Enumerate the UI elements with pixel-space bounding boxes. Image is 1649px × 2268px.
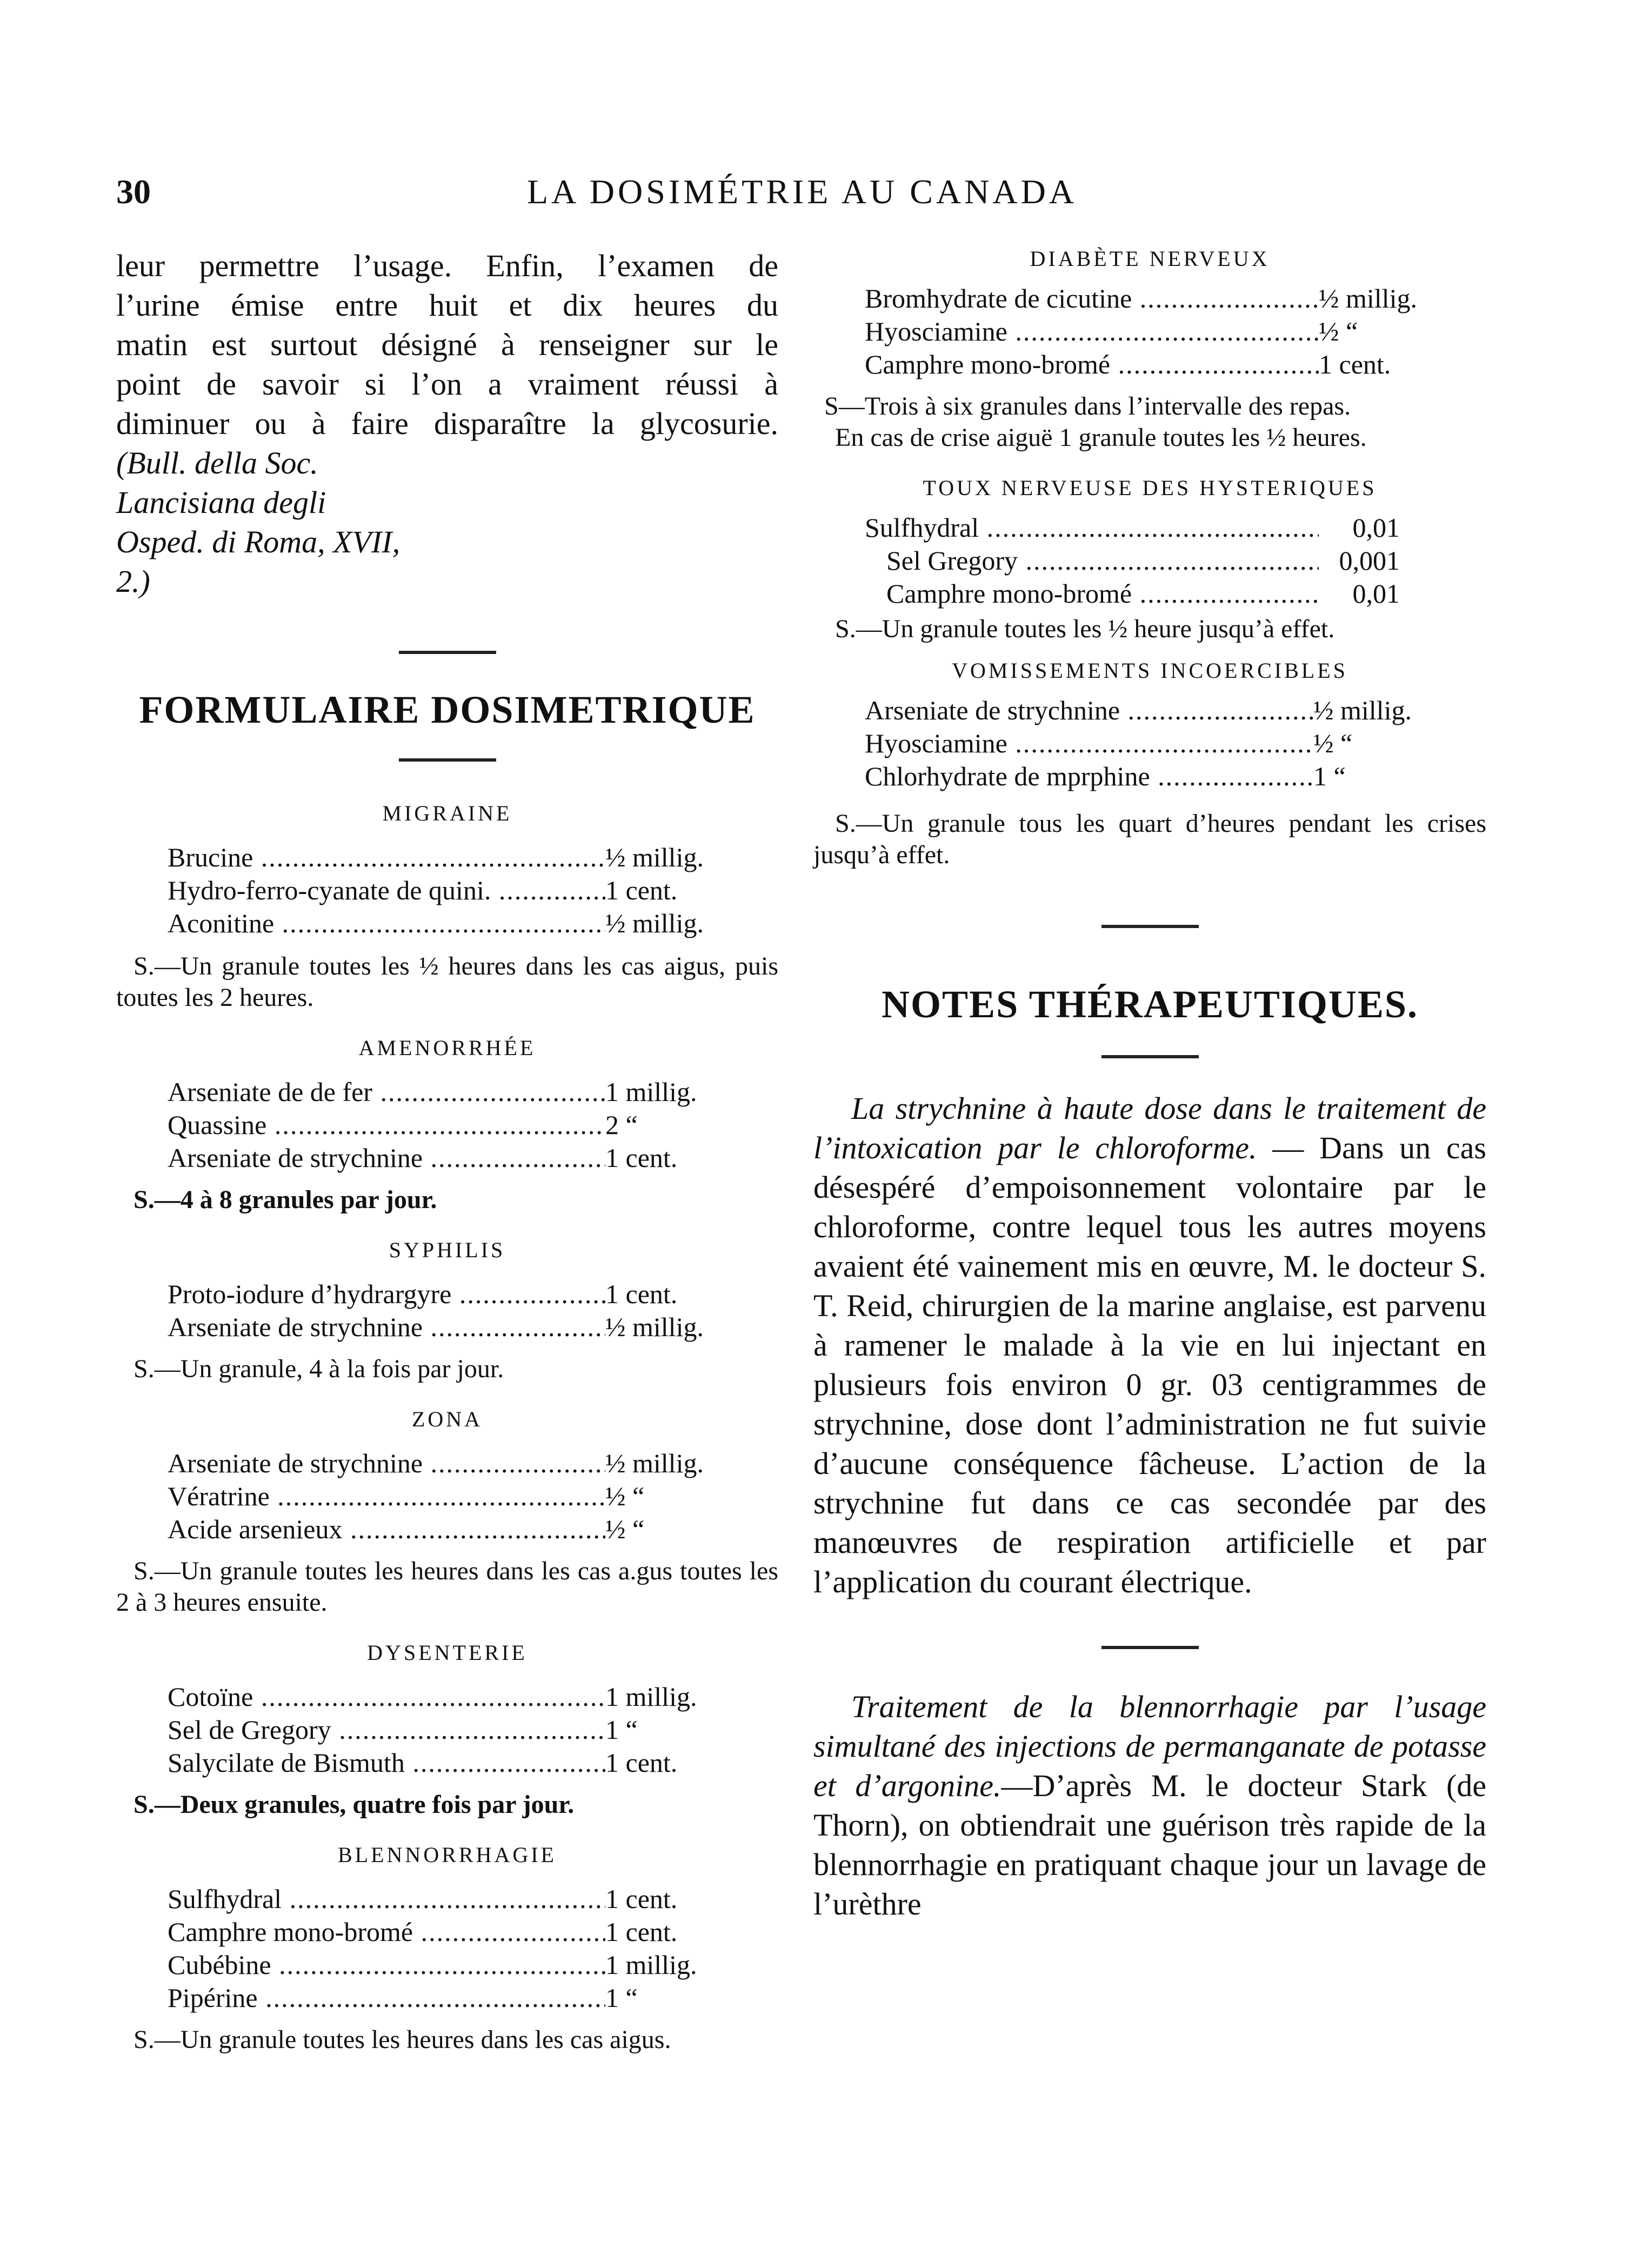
prescription-row (168, 1109, 724, 1142)
dosage-note: S.—Un granule toutes les heures dans les cas aigus. (133, 2025, 671, 2054)
prescription-row (865, 544, 1400, 577)
dose: 1 cent. (605, 1279, 678, 1309)
section-title-diabete-nerveux: DIABÈTE NERVEUX (1030, 246, 1270, 271)
section-title-migraine: MIGRAINE (382, 801, 512, 825)
formulaire-title: FORMULAIRE DOSIMETRIQUE (139, 688, 756, 731)
dosage-note: En cas de crise aiguë 1 granule toutes les ½ heures. (835, 423, 1367, 452)
drug-name: Cotoïne ..... (168, 1680, 605, 1713)
prescription-row (168, 874, 724, 907)
prescription-table (168, 1278, 724, 1344)
divider (399, 758, 496, 762)
drug-name: Sel Gregory ..... (865, 544, 1319, 577)
prescription-row (168, 1949, 724, 1982)
drug-name: Sulfhydral ..... (865, 511, 1319, 544)
prescription-row (168, 1680, 724, 1713)
dosage-note: S.—Un granule toutes les ½ heures dans les cas aigus, puis toutes les 2 heures. (116, 952, 778, 1012)
prescription-row (168, 1513, 724, 1546)
divider (1101, 1055, 1199, 1058)
dose: 1 millig. (605, 1950, 697, 1980)
drug-name: Camphre mono-bromé ..... (865, 348, 1319, 381)
dosage-note: S.—Un granule, 4 à la fois par jour. (133, 1355, 504, 1383)
drug-name: Quassine ..... (168, 1109, 605, 1142)
intro-paragraph (116, 246, 778, 601)
prescription-row (168, 841, 724, 874)
dosage-note: S.—Un granule toutes les heures dans les cas a.gus toutes les 2 à 3 heures ensuite. (116, 1557, 778, 1617)
prescription-table (168, 1680, 724, 1779)
prescription-row (168, 1916, 724, 1949)
dose: ½ millig. (1319, 283, 1417, 313)
prescription-row (865, 694, 1438, 727)
drug-name: Cubébine ..... (168, 1949, 605, 1982)
drug-name: Camphre mono-bromé ..... (865, 577, 1319, 610)
intro-line: matin est surtout désigné à renseigner sur le (116, 327, 778, 362)
prescription-row (168, 1278, 724, 1311)
dose: 1 “ (605, 1983, 638, 2013)
intro-line: leur permettre l’usage. Enfin, l’examen de (116, 248, 778, 283)
prescription-row (168, 1311, 724, 1344)
dose: ½ “ (1313, 728, 1353, 758)
prescription-row (865, 760, 1438, 793)
drug-name: Brucine ..... (168, 841, 605, 874)
prescription-row (168, 1746, 724, 1779)
drug-name: Sulfhydral ..... (168, 1883, 605, 1916)
dosage-note: S.—Un granule tous les quart d’heures pendant les crises jusqu’à effet. (813, 809, 1486, 869)
dose: ½ millig. (605, 842, 704, 872)
right-column (813, 246, 1486, 1924)
prescription-row (865, 282, 1443, 315)
dose: ½ “ (605, 1481, 645, 1511)
dosage-note: S.—Un granule toutes les ½ heure jusqu’à effet. (835, 615, 1335, 643)
prescription-row (168, 1447, 724, 1480)
prescription-table (168, 841, 724, 940)
dose: 1 “ (605, 1715, 638, 1745)
drug-name: Proto-iodure d’hydrargyre ..... (168, 1278, 605, 1311)
page-number: 30 (116, 172, 151, 211)
intro-line: point de savoir si l’on a vraiment réussi à (116, 366, 778, 402)
prescription-row (168, 1713, 724, 1746)
citation: (Bull. della Soc. Lancisiana degli Osped. di Roma, XVII, 2.) (116, 445, 400, 599)
section-title-dysenterie: DYSENTERIE (367, 1640, 528, 1665)
intro-line: diminuer ou à faire disparaître la glycosurie. (116, 406, 778, 441)
prescription-row (865, 727, 1438, 760)
drug-name: Hyosciamine ..... (865, 315, 1319, 348)
drug-name: Hyosciamine ..... (865, 727, 1313, 760)
dose: ½ “ (605, 1514, 645, 1544)
dose: 0,01 (1352, 578, 1400, 609)
prescription-table (168, 1447, 724, 1546)
prescription-table (168, 1883, 724, 2014)
dose: 1 cent. (605, 1917, 678, 1947)
prescription-table (168, 1076, 724, 1175)
drug-name: Arseniate de de fer ..... (168, 1076, 605, 1109)
article-lead: Traitement de la blennorrhagie par l’usage simultané des injections de permanganate de potasse et d’argonine. (813, 1689, 1486, 1803)
prescription-row (168, 1883, 724, 1916)
article-paragraph (813, 1687, 1486, 1924)
section-title-toux-nerveuse: TOUX NERVEUSE DES HYSTERIQUES (923, 476, 1377, 500)
section-title-blennorrhagie: BLENNORRHAGIE (338, 1843, 557, 1867)
drug-name: Pipérine ..... (168, 1982, 605, 2014)
prescription-row (168, 1142, 724, 1175)
left-column (116, 246, 778, 2056)
section-title-vomissements: VOMISSEMENTS INCOERCIBLES (952, 658, 1348, 683)
dose: 1 cent. (605, 1747, 678, 1778)
dose: 1 cent. (605, 1143, 678, 1173)
dose: ½ millig. (605, 1448, 704, 1478)
dosage-note: S—Trois à six granules dans l’intervalle des repas. (824, 392, 1351, 421)
drug-name: Arseniate de strychnine ..... (168, 1447, 605, 1480)
dose: ½ millig. (1313, 695, 1412, 725)
notes-title: NOTES THÉRAPEUTIQUES. (882, 983, 1418, 1026)
prescription-table (865, 511, 1400, 610)
prescription-row (168, 1076, 724, 1109)
drug-name: Bromhydrate de cicutine ..... (865, 282, 1319, 315)
dosage-note: S.—4 à 8 granules par jour. (133, 1185, 437, 1214)
dosage-note: S.—Deux granules, quatre fois par jour. (133, 1790, 575, 1819)
prescription-row (865, 348, 1443, 381)
article-body: — Dans un cas désespéré d’empoisonnement volontaire par le chloroforme, contre lequel tous les autres moyens avaient été vainement mis en œuvre, M. le docteur S. T. Reid, chirurgien de la marine anglaise, est parvenu à ramener le malade à la vie en lui injectant en plusieurs fois environ 0 gr. 03 centigrammes de strychnine, dose dont l’administration ne fut suivie d’aucune conséquence fâcheuse. L’action de la strychnine fut dans ce cas secondée par des manœuvres de respiration artificielle et par l’application du courant électrique. (813, 1130, 1486, 1599)
drug-name: Arseniate de strychnine ..... (865, 694, 1313, 727)
dose: ½ millig. (605, 908, 704, 938)
prescription-row (865, 577, 1400, 610)
divider (399, 651, 496, 654)
drug-name: Salycilate de Bismuth ..... (168, 1746, 605, 1779)
dose: 0,01 (1352, 512, 1400, 543)
drug-name: Acide arsenieux ..... (168, 1513, 605, 1546)
running-title: LA DOSIMÉTRIE AU CANADA (527, 172, 1077, 211)
intro-line: l’urine émise entre huit et dix heures du (116, 288, 778, 323)
prescription-table (865, 694, 1438, 793)
drug-name: Arseniate de strychnine ..... (168, 1311, 605, 1344)
prescription-row (168, 1480, 724, 1513)
drug-name: Arseniate de strychnine ..... (168, 1142, 605, 1175)
drug-name: Chlorhydrate de mprphine ..... (865, 760, 1313, 793)
dose: ½ “ (1319, 316, 1358, 346)
dose: 1 “ (1313, 761, 1346, 791)
section-title-zona: ZONA (411, 1407, 483, 1431)
dose: 1 cent. (605, 1884, 678, 1914)
section-title-amenorrhee: AMENORRHÉE (358, 1036, 536, 1060)
prescription-row (865, 511, 1400, 544)
divider (1101, 1646, 1199, 1649)
prescription-table (865, 282, 1443, 381)
dose: ½ millig. (605, 1312, 704, 1342)
article-paragraph (813, 1089, 1486, 1602)
page-header (116, 172, 1489, 221)
dose: 2 “ (605, 1110, 638, 1140)
article-body: —D’après M. le docteur Stark (de Thorn), on obtiendrait une guérison très rapide de la blennorrhagie en pratiquant chaque jour un lavage de l’urèthre (813, 1768, 1487, 1922)
dose: 0,001 (1339, 545, 1400, 576)
section-title-syphilis: SYPHILIS (389, 1238, 506, 1262)
drug-name: Aconitine ..... (168, 907, 605, 940)
prescription-row (865, 315, 1443, 348)
divider (1101, 925, 1199, 928)
dose: 1 millig. (605, 1682, 697, 1712)
drug-name: Vératrine ..... (168, 1480, 605, 1513)
prescription-row (168, 1982, 724, 2014)
drug-name: Hydro-ferro-cyanate de quini. ..... (168, 874, 605, 907)
drug-name: Camphre mono-bromé ..... (168, 1916, 605, 1949)
drug-name: Sel de Gregory ..... (168, 1713, 605, 1746)
dose: 1 cent. (1319, 349, 1391, 379)
prescription-row (168, 907, 724, 940)
article-lead: La strychnine à haute dose dans le traitement de l’intoxication par le chloroforme. (813, 1091, 1486, 1165)
dose: 1 cent. (605, 875, 678, 905)
dose: 1 millig. (605, 1077, 697, 1107)
